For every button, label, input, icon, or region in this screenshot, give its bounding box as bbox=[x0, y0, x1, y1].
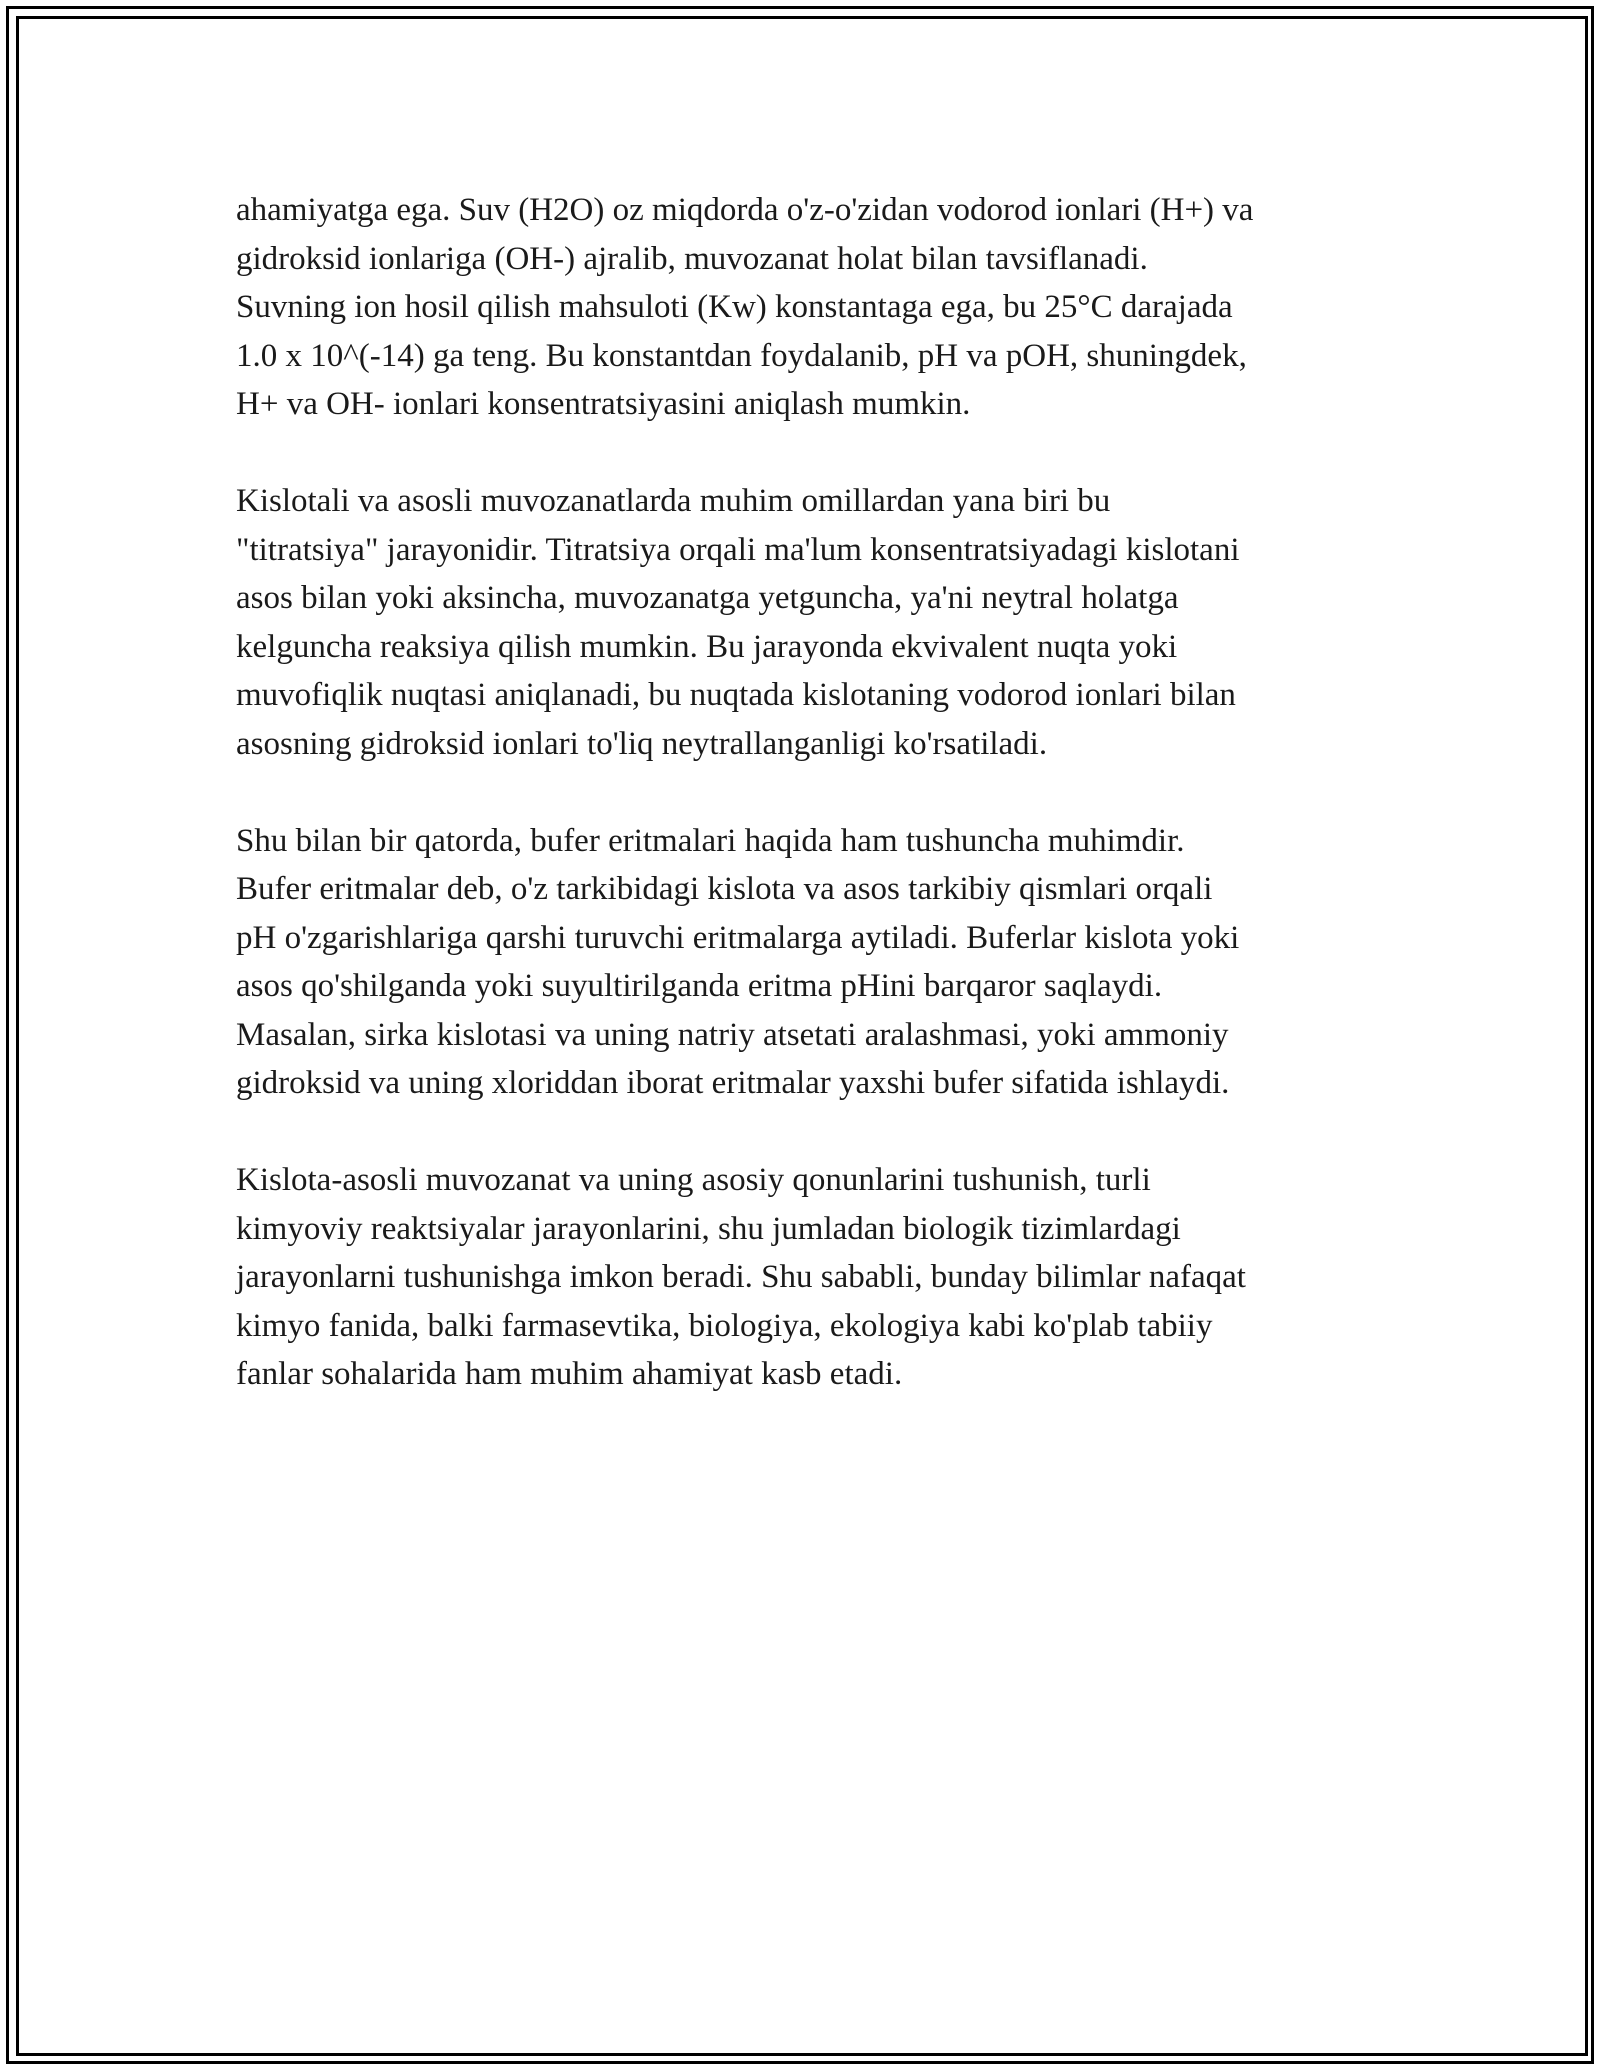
text-line: ahamiyatga ega. Suv (H2O) oz miqdorda o'z-o'zidan vodorod ionlari (H+) va bbox=[236, 192, 1254, 228]
text-line: gidroksid va uning xloriddan iborat eritmalar yaxshi bufer sifatida ishlaydi. bbox=[236, 1065, 1230, 1101]
text-line: Bufer eritmalar deb, o'z tarkibidagi kislota va asos tarkibiy qismlari orqali bbox=[236, 871, 1213, 907]
text-line: fanlar sohalarida ham muhim ahamiyat kasb etadi. bbox=[236, 1356, 903, 1392]
text-line: pH o'zgarishlariga qarshi turuvchi eritmalarga aytiladi. Buferlar kislota yoki bbox=[236, 919, 1240, 956]
text-line: kimyo fanida, balki farmasevtika, biologiya, ekologiya kabi ko'plab tabiiy bbox=[236, 1307, 1213, 1344]
document-body bbox=[236, 186, 1386, 1447]
text-line: asos bilan yoki aksincha, muvozanatga yetguncha, ya'ni neytral holatga bbox=[236, 580, 1179, 616]
text-line: muvofiqlik nuqtasi aniqlanadi, bu nuqtada kislotaning vodorod ionlari bilan bbox=[236, 677, 1236, 713]
text-line: Kislota-asosli muvozanat va uning asosiy qonunlarini tushunish, turli bbox=[236, 1162, 1151, 1198]
paragraph-conclusion bbox=[236, 1156, 1386, 1399]
text-line: kelguncha reaksiya qilish mumkin. Bu jarayonda ekvivalent nuqta yoki bbox=[236, 628, 1178, 665]
paragraph-titration bbox=[236, 477, 1386, 768]
text-line: kimyoviy reaktsiyalar jarayonlarini, shu jumladan biologik tizimlardagi bbox=[236, 1210, 1181, 1247]
text-line: Kislotali va asosli muvozanatlarda muhim omillardan yana biri bu bbox=[236, 483, 1111, 519]
text-line: Masalan, sirka kislotasi va uning natriy atsetati aralashmasi, yoki ammoniy bbox=[236, 1016, 1229, 1053]
text-line: asosning gidroksid ionlari to'liq neytrallanganligi ko'rsatiladi. bbox=[236, 725, 1048, 762]
text-line: 1.0 x 10^(-14) ga teng. Bu konstantdan foydalanib, pH va pOH, shuningdek, bbox=[236, 337, 1247, 374]
paragraph-water-ionization bbox=[236, 186, 1386, 429]
text-line: Shu bilan bir qatorda, bufer eritmalari haqida ham tushuncha muhimdir. bbox=[236, 822, 1185, 859]
paragraph-buffer-solutions bbox=[236, 817, 1386, 1108]
text-line: jarayonlarni tushunishga imkon beradi. Shu sababli, bunday bilimlar nafaqat bbox=[236, 1259, 1246, 1295]
text-line: Suvning ion hosil qilish mahsuloti (Kw) konstantaga ega, bu 25°C darajada bbox=[236, 289, 1233, 325]
text-line: H+ va OH- ionlari konsentratsiyasini aniqlash mumkin. bbox=[236, 386, 971, 422]
text-line: asos qo'shilganda yoki suyultirilganda eritma pHini barqaror saqlaydi. bbox=[236, 968, 1163, 1004]
text-line: gidroksid ionlariga (OH-) ajralib, muvozanat holat bilan tavsiflanadi. bbox=[236, 240, 1148, 277]
text-line: "titratsiya" jarayonidir. Titratsiya orqali ma'lum konsentratsiyadagi kislotani bbox=[236, 531, 1240, 568]
